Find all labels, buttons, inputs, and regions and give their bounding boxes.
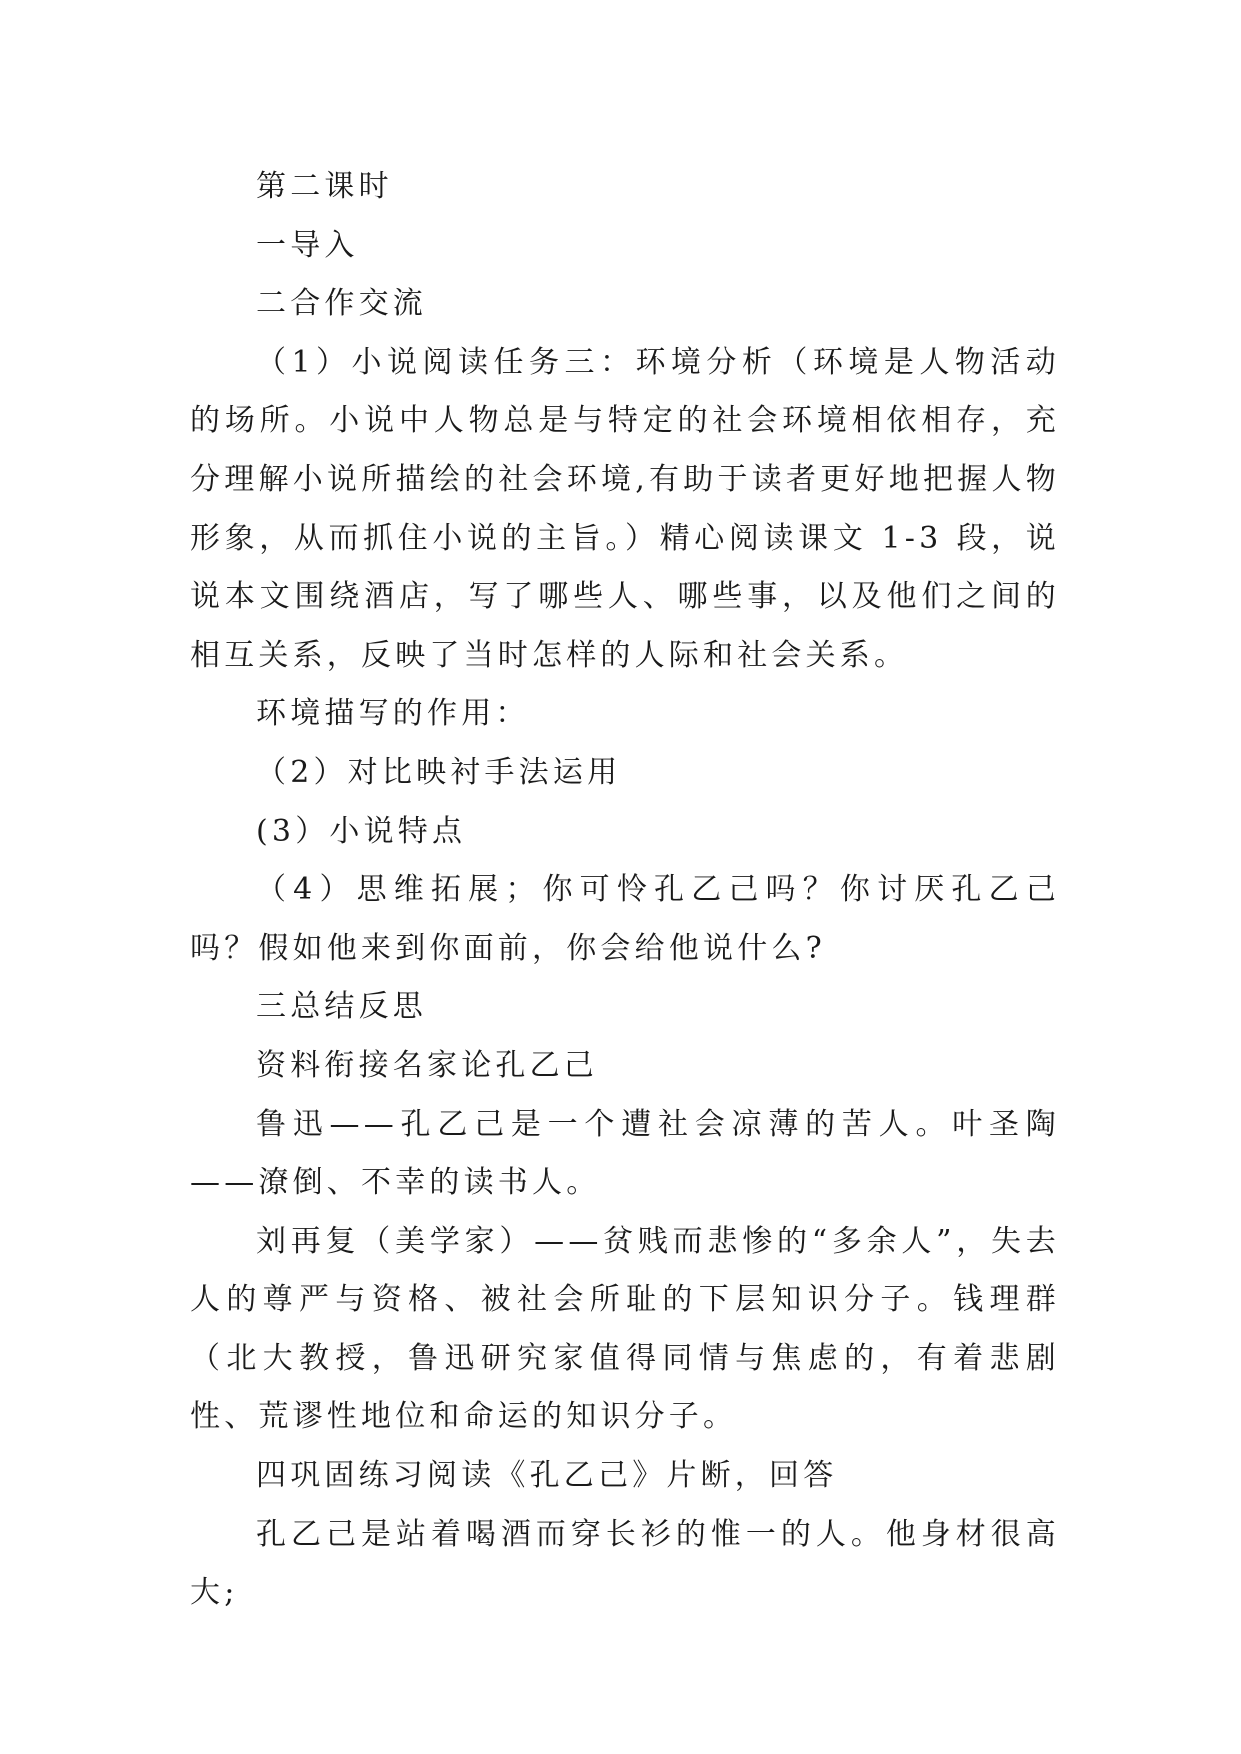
section-heading-practice: 四巩固练习阅读《孔乙己》片断，回答: [256, 1458, 838, 1494]
task-paragraph-3: (3）小说特点: [256, 813, 467, 849]
section-heading-summary: 三总结反思: [256, 989, 427, 1025]
environment-role-heading: 环境描写的作用：: [256, 696, 530, 732]
quote-paragraph-liu: 刘再复（美学家）——贫贱而悲惨的“多余人”，失去人的尊严与资格、被社会所耻的下层知识分子。钱理群（北大教授，鲁迅研究家值得同情与焦虑的，有着悲剧性、荒谬性地位和命运的知识分子。: [190, 1223, 1060, 1435]
lesson-title: 第二课时: [256, 169, 393, 204]
task-paragraph-2: （2）对比映衬手法运用: [256, 754, 622, 790]
section-heading-discussion: 二合作交流: [256, 286, 427, 322]
section-heading-intro: 一导入: [256, 227, 359, 263]
task-paragraph-1: （1）小说阅读任务三：环境分析（环境是人物活动的场所。小说中人物总是与特定的社会环境相依相存，充分理解小说所描绘的社会环境,有助于读者更好地把握人物形象，从而抓住小说的主旨。）精心阅读课文 1-3 段，说说本文围绕酒店，写了哪些人、哪些事，以及他们之间的相互关系，反映了当时怎样的人际和社会关系。: [190, 344, 1060, 673]
quote-paragraph-luxun: 鲁迅——孔乙己是一个遭社会凉薄的苦人。叶圣陶——潦倒、不幸的读书人。: [190, 1106, 1060, 1201]
document-body: [190, 158, 1060, 1623]
excerpt-paragraph: 孔乙己是站着喝酒而穿长衫的惟一的人。他身材很高大;: [190, 1516, 1060, 1611]
task-paragraph-4: （4）思维拓展；你可怜孔乙己吗？你讨厌孔乙己吗？假如他来到你面前，你会给他说什么?: [190, 872, 1060, 966]
materials-heading: 资料衔接名家论孔乙己: [256, 1047, 598, 1083]
